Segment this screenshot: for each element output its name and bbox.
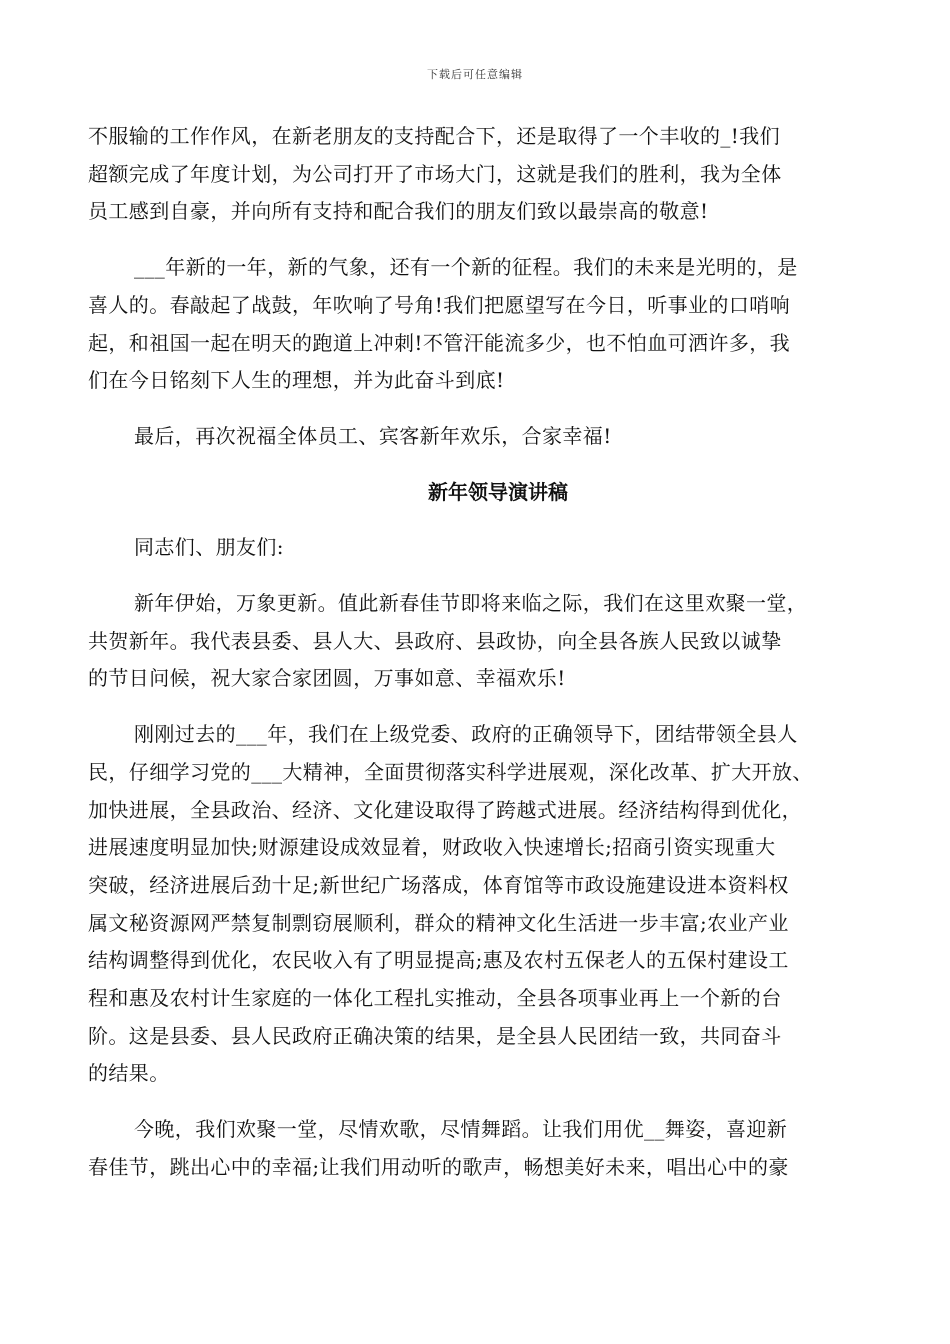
paragraph-line: 的结果。 <box>88 1061 170 1086</box>
paragraph-line: 春佳节，跳出心中的幸福;让我们用动听的歌声，畅想美好未来，唱出心中的豪 <box>88 1154 789 1179</box>
paragraph-line: 程和惠及农村计生家庭的一体化工程扎实推动，全县各项事业再上一个新的台 <box>88 986 782 1011</box>
paragraph-line: 属文秘资源网严禁复制剽窃展顺利，群众的精神文化生活进一步丰富;农业产业 <box>88 910 789 935</box>
paragraph-2 <box>88 249 868 400</box>
paragraph-line: 起，和祖国一起在明天的跑道上冲刺!不管汗能流多少，也不怕血可洒许多，我 <box>88 330 791 355</box>
speech-paragraph-2 <box>88 585 868 698</box>
speech-paragraph-4 <box>88 1111 868 1186</box>
paragraph-line: 民，仔细学习党的___大精神，全面贯彻落实科学进展观，深化改革、扩大开放、 <box>88 759 813 784</box>
paragraph-line: 进展速度明显加快;财源建设成效显着，财政收入快速增长;招商引资实现重大 <box>88 835 776 860</box>
paragraph-line: 刚刚过去的___年，我们在上级党委、政府的正确领导下，团结带领全县人 <box>134 722 798 747</box>
paragraph-line: 的节日问候，祝大家合家团圆，万事如意、幸福欢乐! <box>88 666 566 691</box>
paragraph-line: 超额完成了年度计划，为公司打开了市场大门，这就是我们的胜利，我为全体 <box>88 161 782 186</box>
paragraph-line: 新年伊始，万象更新。值此新春佳节即将来临之际，我们在这里欢聚一堂， <box>134 591 808 616</box>
paragraph-line: 员工感到自豪，并向所有支持和配合我们的朋友们致以最崇高的敬意! <box>88 199 709 224</box>
paragraph-line: 最后，再次祝福全体员工、宾客新年欢乐，合家幸福! <box>134 423 612 448</box>
paragraph-line: 们在今日铭刻下人生的理想，并为此奋斗到底! <box>88 368 505 393</box>
paragraph-line: ___年新的一年，新的气象，还有一个新的征程。我们的未来是光明的，是 <box>134 255 798 280</box>
paragraph-line: 突破，经济进展后劲十足;新世纪广场落成，体育馆等市政设施建设进本资料权 <box>88 872 789 897</box>
paragraph-3 <box>88 418 868 456</box>
paragraph-line: 喜人的。春敲起了战鼓，年吹响了号角!我们把愿望写在今日，听事业的口哨响 <box>88 292 791 317</box>
header-note: 下载后可任意编辑 <box>427 68 523 81</box>
paragraph-line: 阶。这是县委、县人民政府正确决策的结果，是全县人民团结一致，共同奋斗 <box>88 1023 782 1048</box>
paragraph-line: 同志们、朋友们: <box>134 535 284 560</box>
paragraph-line: 不服输的工作作风，在新老朋友的支持配合下，还是取得了一个丰收的_!我们 <box>88 124 781 148</box>
document-body <box>88 118 868 1187</box>
paragraph-1 <box>88 118 868 231</box>
speech-salutation <box>88 529 868 567</box>
paragraph-line: 结构调整得到优化，农民收入有了明显提高;惠及农村五保老人的五保村建设工 <box>88 948 789 973</box>
paragraph-line: 今晚，我们欢聚一堂，尽情欢歌，尽情舞蹈。让我们用优__舞姿，喜迎新 <box>134 1117 788 1142</box>
section-title: 新年领导演讲稿 <box>428 479 568 504</box>
paragraph-line: 加快进展，全县政治、经济、文化建设取得了跨越式进展。经济结构得到优化， <box>88 797 802 822</box>
paragraph-line: 共贺新年。我代表县委、县人大、县政府、县政协，向全县各族人民致以诚挚 <box>88 628 782 653</box>
speech-paragraph-3 <box>88 716 868 1093</box>
